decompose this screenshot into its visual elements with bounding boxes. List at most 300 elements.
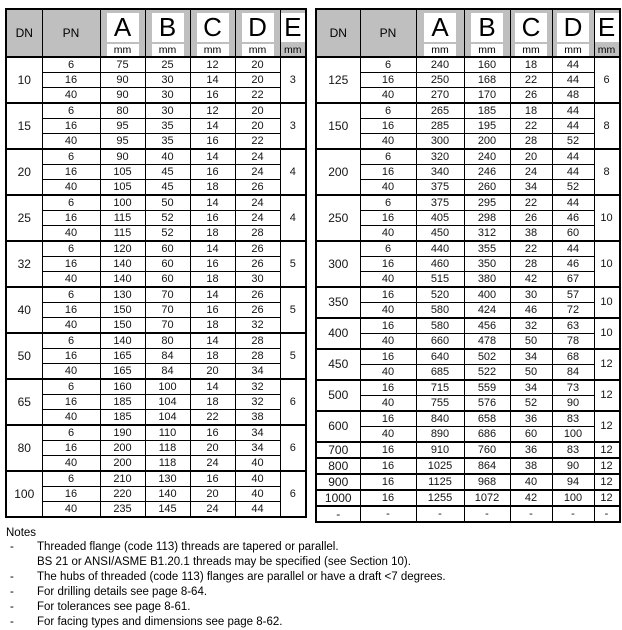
table-row	[316, 427, 620, 443]
pn-value: 40	[42, 88, 100, 104]
b-value: 522	[464, 365, 510, 381]
e-value: 6	[594, 57, 620, 103]
table-row	[316, 165, 620, 180]
note-bullet: -	[10, 571, 14, 583]
c-value: 42	[510, 490, 552, 506]
b-value: 200	[464, 134, 510, 150]
pn-value: 6	[42, 149, 100, 165]
dn-value: 15	[6, 103, 42, 149]
d-value: 60	[552, 226, 594, 242]
pn-value: 16	[42, 165, 100, 180]
table-row	[316, 226, 620, 242]
a-value: 515	[416, 272, 464, 288]
c-value: 20	[510, 149, 552, 165]
c-value: 16	[190, 303, 235, 318]
table-row	[6, 257, 306, 272]
header-b	[145, 9, 190, 57]
pn-value: 40	[42, 502, 100, 518]
b-value: 240	[464, 149, 510, 165]
d-value: 32	[235, 379, 280, 395]
unit-label: mm	[242, 44, 274, 56]
table-row	[316, 149, 620, 165]
note-bullet: -	[10, 616, 14, 628]
d-value: 20	[235, 119, 280, 134]
dn-value: 150	[316, 103, 360, 149]
pn-value: 6	[360, 57, 416, 73]
b-value: 478	[464, 334, 510, 350]
unit-label: mm	[424, 44, 456, 56]
b-value: 40	[145, 149, 190, 165]
b-value: 145	[145, 502, 190, 518]
b-value: 70	[145, 303, 190, 318]
a-value: 375	[416, 180, 464, 196]
e-value: 12	[594, 474, 620, 490]
d-value: 22	[235, 134, 280, 150]
e-value: 3	[280, 103, 306, 149]
header-c	[190, 9, 235, 57]
c-value: 38	[510, 226, 552, 242]
c-value: 18	[190, 395, 235, 410]
letter-e-label: E	[595, 13, 619, 42]
a-value: 130	[100, 287, 145, 303]
pn-value: 16	[360, 411, 416, 427]
pn-value: 40	[360, 365, 416, 381]
b-value: 30	[145, 73, 190, 88]
a-value: 755	[416, 396, 464, 412]
e-value: 12	[594, 349, 620, 380]
d-value: 32	[235, 318, 280, 334]
e-value: 12	[594, 458, 620, 474]
table-row	[316, 73, 620, 88]
dn-value: 200	[316, 149, 360, 195]
c-value: 60	[510, 427, 552, 443]
d-value: 24	[235, 149, 280, 165]
table-row	[6, 88, 306, 104]
notes-title: Notes	[6, 527, 37, 539]
pn-value: 16	[360, 73, 416, 88]
d-value: 83	[552, 411, 594, 427]
pn-value: 6	[360, 241, 416, 257]
b-value: 130	[145, 471, 190, 487]
e-value: 12	[594, 442, 620, 458]
table-row	[6, 364, 306, 380]
pn-value: 6	[42, 57, 100, 73]
d-value: -	[552, 506, 594, 522]
b-value: 110	[145, 425, 190, 441]
d-value: 24	[235, 195, 280, 211]
d-value: 94	[552, 474, 594, 490]
b-value: 60	[145, 241, 190, 257]
table-row	[316, 458, 620, 474]
table-row	[316, 272, 620, 288]
dn-value: 400	[316, 318, 360, 349]
b-value: 30	[145, 103, 190, 119]
b-value: 45	[145, 180, 190, 196]
c-value: 26	[510, 211, 552, 226]
header-row	[6, 9, 306, 57]
table-row	[316, 490, 620, 506]
dn-value: -	[316, 506, 360, 522]
a-value: 285	[416, 119, 464, 134]
a-value: 450	[416, 226, 464, 242]
d-value: 73	[552, 380, 594, 396]
b-value: 70	[145, 318, 190, 334]
a-value: 250	[416, 73, 464, 88]
c-value: 22	[190, 410, 235, 426]
b-value: 260	[464, 180, 510, 196]
note-text: The hubs of threaded (code 113) flanges are parallel or have a draft <7 degrees.	[37, 571, 446, 583]
c-value: 16	[190, 134, 235, 150]
note-bullet: -	[10, 541, 14, 553]
d-value: 44	[235, 502, 280, 518]
c-value: 16	[190, 211, 235, 226]
header-row	[316, 9, 620, 57]
c-value: 46	[510, 303, 552, 319]
a-value: 160	[100, 379, 145, 395]
pn-value: 16	[42, 119, 100, 134]
d-value: 90	[552, 458, 594, 474]
dn-value: 300	[316, 241, 360, 287]
table-row	[316, 287, 620, 303]
d-value: 20	[235, 57, 280, 73]
table-row	[316, 134, 620, 150]
e-value: 8	[594, 149, 620, 195]
b-value: 502	[464, 349, 510, 365]
c-value: 24	[510, 165, 552, 180]
table-row	[316, 241, 620, 257]
unit-label: mm	[197, 44, 229, 56]
pn-value: 16	[360, 349, 416, 365]
a-value: 115	[100, 211, 145, 226]
table-row	[6, 165, 306, 180]
table-row	[316, 88, 620, 104]
table-row	[316, 474, 620, 490]
a-value: 95	[100, 134, 145, 150]
pn-value: 40	[360, 88, 416, 104]
c-value: 28	[510, 134, 552, 150]
note-text: For tolerances see page 8-61.	[37, 601, 191, 613]
table-row	[6, 471, 306, 487]
b-value: 35	[145, 119, 190, 134]
d-value: 46	[552, 211, 594, 226]
table-row	[316, 365, 620, 381]
pn-value: 40	[360, 180, 416, 196]
a-value: 100	[100, 195, 145, 211]
table-row	[6, 303, 306, 318]
unit-label: mm	[284, 44, 302, 56]
a-value: 90	[100, 88, 145, 104]
c-value: 16	[190, 471, 235, 487]
e-value: 3	[280, 57, 306, 103]
table-row	[316, 257, 620, 272]
c-value: 50	[510, 365, 552, 381]
table-row	[316, 506, 620, 522]
pn-value: 6	[42, 241, 100, 257]
header-pn: PN	[360, 9, 416, 57]
c-value: 52	[510, 396, 552, 412]
c-value: 42	[510, 272, 552, 288]
pn-value: 16	[360, 211, 416, 226]
a-value: 90	[100, 149, 145, 165]
table-row	[316, 303, 620, 319]
table-row	[6, 226, 306, 242]
c-value: 36	[510, 411, 552, 427]
c-value: 18	[190, 349, 235, 364]
d-value: 30	[235, 272, 280, 288]
table-row	[316, 195, 620, 211]
a-value: 90	[100, 73, 145, 88]
b-value: 246	[464, 165, 510, 180]
d-value: 44	[552, 149, 594, 165]
table-row	[6, 456, 306, 472]
dn-value: 450	[316, 349, 360, 380]
header-e	[594, 9, 620, 57]
table-row	[6, 180, 306, 196]
c-value: 28	[510, 257, 552, 272]
dn-value: 700	[316, 442, 360, 458]
a-value: 840	[416, 411, 464, 427]
pn-value: 16	[360, 474, 416, 490]
e-value: -	[594, 506, 620, 522]
d-value: 22	[235, 88, 280, 104]
pn-value: 40	[42, 226, 100, 242]
pn-value: 16	[360, 380, 416, 396]
d-value: 28	[235, 333, 280, 349]
a-value: -	[416, 506, 464, 522]
pn-value: 16	[360, 165, 416, 180]
a-value: 460	[416, 257, 464, 272]
unit-label: mm	[597, 44, 616, 56]
a-value: 75	[100, 57, 145, 73]
pn-value: 16	[42, 211, 100, 226]
pn-value: 6	[42, 287, 100, 303]
note-bullet: -	[10, 586, 14, 598]
e-value: 4	[280, 149, 306, 195]
note-line	[6, 600, 616, 615]
b-value: 312	[464, 226, 510, 242]
pn-value: -	[360, 506, 416, 522]
table-row	[6, 211, 306, 226]
a-value: 715	[416, 380, 464, 396]
note-line	[6, 585, 616, 600]
table-row	[6, 287, 306, 303]
dn-value: 125	[316, 57, 360, 103]
pn-value: 16	[42, 395, 100, 410]
b-value: 1072	[464, 490, 510, 506]
pn-value: 40	[42, 272, 100, 288]
letter-e-label: E	[281, 13, 305, 42]
a-value: 105	[100, 180, 145, 196]
pn-value: 16	[42, 303, 100, 318]
note-line	[6, 615, 616, 630]
header-a	[100, 9, 145, 57]
a-value: 1255	[416, 490, 464, 506]
table-row	[316, 334, 620, 350]
pn-value: 40	[360, 396, 416, 412]
b-value: 559	[464, 380, 510, 396]
dn-value: 25	[6, 195, 42, 241]
a-value: 1025	[416, 458, 464, 474]
pn-value: 40	[360, 272, 416, 288]
note-line	[6, 570, 616, 585]
b-value: 118	[145, 441, 190, 456]
d-value: 44	[552, 195, 594, 211]
a-value: 1125	[416, 474, 464, 490]
d-value: 34	[235, 441, 280, 456]
pn-value: 16	[42, 257, 100, 272]
b-value: 45	[145, 165, 190, 180]
b-value: 80	[145, 333, 190, 349]
header-dn: DN	[316, 9, 360, 57]
e-value: 5	[280, 241, 306, 287]
d-value: 26	[235, 303, 280, 318]
c-value: 24	[190, 456, 235, 472]
a-value: 580	[416, 303, 464, 319]
letter-d-label: D	[557, 13, 589, 42]
pn-value: 16	[360, 257, 416, 272]
dn-value: 20	[6, 149, 42, 195]
d-value: 24	[235, 211, 280, 226]
table-row	[316, 411, 620, 427]
d-value: 52	[552, 180, 594, 196]
pn-value: 6	[42, 471, 100, 487]
letter-b-label: B	[152, 13, 184, 42]
c-value: 50	[510, 334, 552, 350]
note-text: Threaded flange (code 113) threads are tapered or parallel.	[37, 541, 339, 553]
b-value: 84	[145, 364, 190, 380]
b-value: 295	[464, 195, 510, 211]
d-value: 44	[552, 73, 594, 88]
table-row	[6, 441, 306, 456]
a-value: 140	[100, 257, 145, 272]
table-row	[6, 333, 306, 349]
a-value: 165	[100, 349, 145, 364]
b-value: 52	[145, 226, 190, 242]
c-value: 18	[190, 318, 235, 334]
unit-label: mm	[557, 44, 589, 56]
b-value: 140	[145, 487, 190, 502]
c-value: 22	[510, 195, 552, 211]
table-row	[316, 57, 620, 73]
a-value: 140	[100, 272, 145, 288]
e-value: 10	[594, 241, 620, 287]
c-value: 14	[190, 149, 235, 165]
d-value: 20	[235, 103, 280, 119]
c-value: 18	[190, 226, 235, 242]
b-value: 84	[145, 349, 190, 364]
pn-value: 16	[42, 487, 100, 502]
c-value: 34	[510, 380, 552, 396]
b-value: 168	[464, 73, 510, 88]
a-value: 405	[416, 211, 464, 226]
c-value: 14	[190, 379, 235, 395]
c-value: 14	[190, 195, 235, 211]
b-value: 25	[145, 57, 190, 73]
dn-value: 80	[6, 425, 42, 471]
b-value: 170	[464, 88, 510, 104]
b-value: 864	[464, 458, 510, 474]
table-row	[6, 134, 306, 150]
b-value: 35	[145, 134, 190, 150]
table-row	[316, 396, 620, 412]
d-value: 46	[552, 257, 594, 272]
b-value: 185	[464, 103, 510, 119]
a-value: 165	[100, 364, 145, 380]
note-text: BS 21 or ANSI/ASME B1.20.1 threads may be specified (see Section 10).	[37, 556, 411, 568]
note-line	[6, 540, 616, 555]
c-value: 22	[510, 119, 552, 134]
c-value: 14	[190, 241, 235, 257]
table-row	[316, 318, 620, 334]
table-row	[316, 180, 620, 196]
b-value: 400	[464, 287, 510, 303]
a-value: 235	[100, 502, 145, 518]
b-value: 104	[145, 395, 190, 410]
table-row	[6, 272, 306, 288]
c-value: 12	[190, 103, 235, 119]
c-value: 20	[190, 487, 235, 502]
d-value: 34	[235, 364, 280, 380]
e-value: 4	[280, 195, 306, 241]
table-row	[6, 103, 306, 119]
table-row	[6, 379, 306, 395]
dn-value: 600	[316, 411, 360, 442]
d-value: 28	[235, 226, 280, 242]
a-value: 300	[416, 134, 464, 150]
b-value: 52	[145, 211, 190, 226]
header-b	[464, 9, 510, 57]
dn-value: 100	[6, 471, 42, 517]
c-value: 14	[190, 119, 235, 134]
letter-c-label: C	[197, 13, 229, 42]
a-value: 265	[416, 103, 464, 119]
d-value: 26	[235, 257, 280, 272]
table-row	[6, 410, 306, 426]
pn-value: 40	[42, 456, 100, 472]
letter-a-label: A	[107, 13, 139, 42]
c-value: 30	[510, 287, 552, 303]
c-value: 16	[190, 165, 235, 180]
pn-value: 40	[360, 427, 416, 443]
pn-value: 16	[360, 318, 416, 334]
e-value: 6	[280, 425, 306, 471]
d-value: 67	[552, 272, 594, 288]
table-row	[6, 487, 306, 502]
a-value: 200	[100, 441, 145, 456]
header-a	[416, 9, 464, 57]
d-value: 68	[552, 349, 594, 365]
table-row	[316, 119, 620, 134]
pn-value: 16	[42, 441, 100, 456]
a-value: 190	[100, 425, 145, 441]
a-value: 150	[100, 318, 145, 334]
c-value: 12	[190, 57, 235, 73]
a-value: 685	[416, 365, 464, 381]
pn-value: 6	[360, 149, 416, 165]
dn-value: 65	[6, 379, 42, 425]
table-row	[6, 119, 306, 134]
dn-value: 900	[316, 474, 360, 490]
b-value: 50	[145, 195, 190, 211]
a-value: 320	[416, 149, 464, 165]
unit-label: mm	[471, 44, 503, 56]
table-row	[6, 241, 306, 257]
b-value: 576	[464, 396, 510, 412]
header-d	[235, 9, 280, 57]
b-value: 380	[464, 272, 510, 288]
pn-value: 40	[42, 318, 100, 334]
a-value: 95	[100, 119, 145, 134]
